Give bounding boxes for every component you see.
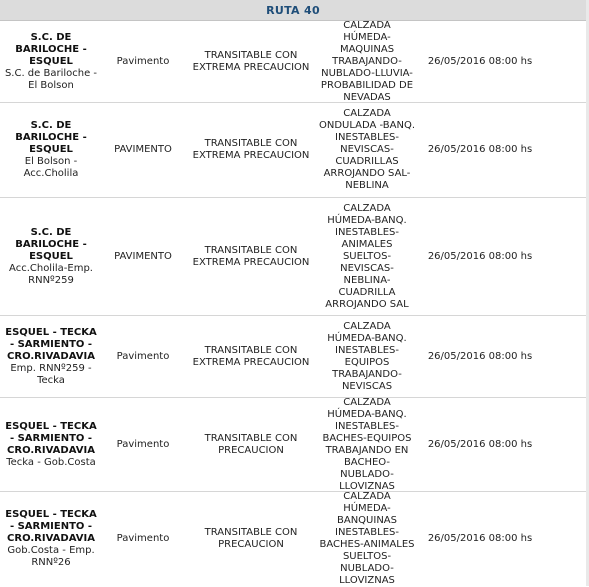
route-title: RUTA 40	[266, 3, 320, 17]
observaciones-cell: CALZADA HÚMEDA-MAQUINAS TRABAJANDO-NUBLADO-LLUVIA-PROBABILIDAD DE NEVADAS	[320, 19, 414, 103]
observaciones-cell: CALZADA ONDULADA -BANQ. INESTABLES-NEVISCAS-CUADRILLAS ARROJANDO SAL-NEBLINA	[318, 108, 416, 191]
table-row	[0, 316, 586, 398]
subtramo-name: El Bolson - Acc.Cholila	[23, 156, 79, 179]
tramo-cell	[0, 32, 102, 92]
estado-cell: TRANSITABLE CON PRECAUCION	[204, 527, 298, 550]
fecha-cell: 26/05/2016 08:00 hs	[427, 533, 533, 544]
fecha-cell: 26/05/2016 08:00 hs	[427, 438, 533, 450]
fecha-cell: 26/05/2016 08:00 hs	[427, 250, 533, 262]
tramo-cell	[0, 120, 102, 180]
estado-cell: TRANSITABLE CON EXTREMA PRECAUCION	[192, 138, 310, 161]
subtramo-name: Emp. RNNº259 - Tecka	[10, 362, 92, 386]
tramo-name: ESQUEL - TECKA - SARMIENTO - CRO.RIVADAVIA	[5, 420, 97, 456]
estado-cell: TRANSITABLE CON PRECAUCION	[204, 432, 298, 456]
estado-cell: TRANSITABLE CON EXTREMA PRECAUCION	[192, 344, 310, 368]
tramo-name: S.C. DE BARILOCHE - ESQUEL	[15, 31, 87, 67]
tramo-cell	[0, 327, 102, 387]
observaciones-cell: CALZADA HÚMEDA-BANQUINAS INESTABLES-BACHES-ANIMALES SUELTOS-NUBLADO-LLOVIZNAS	[319, 491, 415, 586]
tramo-cell	[0, 509, 102, 569]
route-header	[0, 0, 586, 21]
observaciones-cell: CALZADA HÚMEDA-BANQ. INESTABLES-EQUIPOS TRABAJANDO-NEVISCAS	[327, 320, 407, 392]
fecha-cell: 26/05/2016 08:00 hs	[427, 144, 533, 155]
tramo-name: S.C. DE BARILOCHE - ESQUEL	[15, 226, 87, 262]
table-row	[0, 103, 586, 198]
subtramo-name: Acc.Cholila-Emp. RNNº259	[9, 262, 93, 286]
table-row	[0, 21, 586, 103]
calzada-cell: Pavimento	[116, 350, 170, 362]
calzada-cell: Pavimento	[116, 438, 170, 450]
subtramo-name: Gob.Costa - Emp. RNNº26	[7, 545, 95, 568]
tramo-cell	[0, 227, 102, 287]
table-row	[0, 398, 586, 492]
calzada-cell: PAVIMENTO	[114, 250, 172, 262]
subtramo-name: S.C. de Bariloche - El Bolson	[4, 67, 98, 91]
calzada-cell: Pavimento	[116, 533, 170, 544]
estado-cell: TRANSITABLE CON EXTREMA PRECAUCION	[192, 49, 310, 73]
table-row	[0, 492, 586, 586]
subtramo-name: Tecka - Gob.Costa	[6, 456, 96, 468]
calzada-cell: PAVIMENTO	[114, 144, 172, 155]
table-row	[0, 198, 586, 316]
tramo-name: ESQUEL - TECKA - SARMIENTO - CRO.RIVADAVIA	[5, 326, 97, 362]
calzada-cell: Pavimento	[116, 55, 170, 67]
observaciones-cell: CALZADA HÚMEDA-BANQ. INESTABLES-ANIMALES SUELTOS-NEVISCAS-NEBLINA-CUADRILLA ARROJANDO SAL	[325, 202, 409, 310]
fecha-cell: 26/05/2016 08:00 hs	[427, 55, 533, 67]
observaciones-cell: CALZADA HÚMEDA-BANQ. INESTABLES-BACHES-EQUIPOS TRABAJANDO EN BACHEO-NUBLADO-LLOVIZNAS	[322, 396, 412, 492]
tramo-cell	[0, 421, 102, 469]
tramo-name: S.C. DE BARILOCHE - ESQUEL	[15, 120, 87, 155]
fecha-cell: 26/05/2016 08:00 hs	[427, 350, 533, 362]
tramo-name: ESQUEL - TECKA - SARMIENTO - CRO.RIVADAVIA	[5, 509, 97, 544]
estado-cell: TRANSITABLE CON EXTREMA PRECAUCION	[192, 244, 310, 268]
